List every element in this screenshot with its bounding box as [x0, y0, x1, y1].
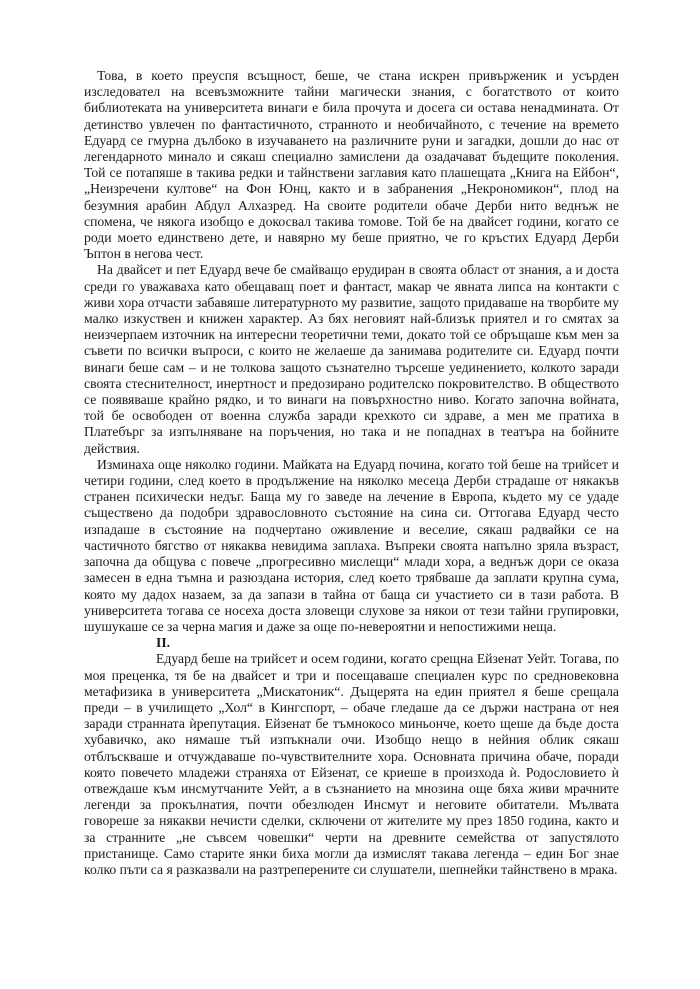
document-page [84, 68, 619, 878]
paragraph-3: Изминаха още няколко години. Майката на Едуард почина, когато той беше на трийсет и четири години, след което в продължение на няколко месеца Дерби страдаше от някакъв странен психически недъг. Баща му го заведе на лечение в Европа, където му се удаде съществено да подобри здравословното състояние на сина си. Оттогава Едуард често изпадаше в състояние на подчертано оживление и веселие, сякаш радвайки се на частичното бягство от някаква невидима заплаха. Въпреки своята напълно зряла възраст, започна да общува с повече „прогресивно мислещи“ млади хора, а веднъж дори се оказа замесен в една тъмна и разюздана история, след което трябваше да заплати крупна сума, която му дадох назаем, за да запази в тайна от баща си участието си в тази работа. В университета тогава се носеха доста зловещи слухове за някои от тези тайни групировки, шушукаше се за черна магия и даже за още по-невероятни и непостижими неща. [84, 456, 619, 634]
paragraph-2: На двайсет и пет Едуард вече бе смайващо ерудиран в своята област от знания, а и доста среди го уважаваха като обещаващ поет и фантаст, макар че явната липса на контакти с живи хора отчасти забавяше литературното му развитие, защото придаваше на творбите му малко изкуствен и книжен характер. Аз бях неговият най-близък приятел и го смятах за неизчерпаем източник на интересни теоретични теми, докато той се обръщаше към мен за съвети по всички въпроси, с които не желаеше да занимава родителите си. Едуард почти винаги беше сам – и не толкова защото съзнателно търсеше уединението, колкото заради своята стеснителност, инертност и предозирано родителско покровителство. В обществото се появяваше крайно рядко, и то винаги на повърхностно ниво. Когато започна войната, той бе освободен от военна служба заради крехкото си здраве, а мен ме пратиха в Платебърг за изпълняване на поръчения, но така и не попаднах в театъра на бойните действия. [84, 262, 619, 456]
paragraph-4: Едуард беше на трийсет и осем години, когато срещна Ейзенат Уейт. Тогава, по моя преценка, тя бе на двайсет и три и посещаваше специален курс по средновековна метафизика в университета „Мискатоник“. Дъщерята на един приятел я беше срещала преди – в училището „Хол“ в Кингспорт, – обаче гледаше да се държи настрана от нея заради странната ѝрепутация. Ейзенат бе тъмнокосо миньонче, което щеше да бъде доста хубавичко, ако нямаше тъй изпъкнали очи. Изобщо нещо в нейния облик сякаш отблъскваше и отчуждаваше по-чувствителните хора. Основната причина обаче, поради която повечето младежи страняха от Ейзенат, се криеше в произхода ѝ. Родословието ѝ отвеждаше към инсмутчаните Уейт, а в съзнанието на мнозина още бяха живи мрачните легенди за прокълнатия, почти обезлюден Инсмут и неговите обитатели. Мълвата говореше за някакви нечисти сделки, сключени от жителите му през 1850 година, както и за странните „не съвсем човешки“ черти на древните семейства от запустялото пристанище. Само старите янки биха могли да измислят такава легенда – един Бог знае колко пъти са я разказвали на разтреперените си слушатели, шепнейки тайнствено в мрака. [84, 651, 619, 877]
paragraph-1: Това, в което преуспя всъщност, беше, че стана искрен привърженик и усърден изследовател на всевъзможните тайни магически знания, с богатството от които библиотеката на университета винаги е била прочута и досега си остава ненадмината. От детинство увлечен по фантастичното, странното и необичайното, с течение на времето Едуард се гмурна дълбоко в изучаването на различните руни и загадки, дошли до нас от легендарното минало и сякаш специално замислени да озадачават бъдещите поколения. Той се потапяше в такива редки и тайнствени заглавия като плашещата „Книга на Ейбон“, „Неизречени култове“ на Фон Юнц, както и в забранения „Некрономикон“, плод на безумния арабин Абдул Алхазред. На своите родители обаче Дерби нито веднъж не спомена, че някога изобщо е докосвал такива томове. Той бе на двайсет години, когато се роди моето единствено дете, и навярно му беше приятно, че го кръстих Едуард Дерби Ъптон в негова чест. [84, 68, 619, 262]
section-heading: II. [156, 635, 171, 651]
